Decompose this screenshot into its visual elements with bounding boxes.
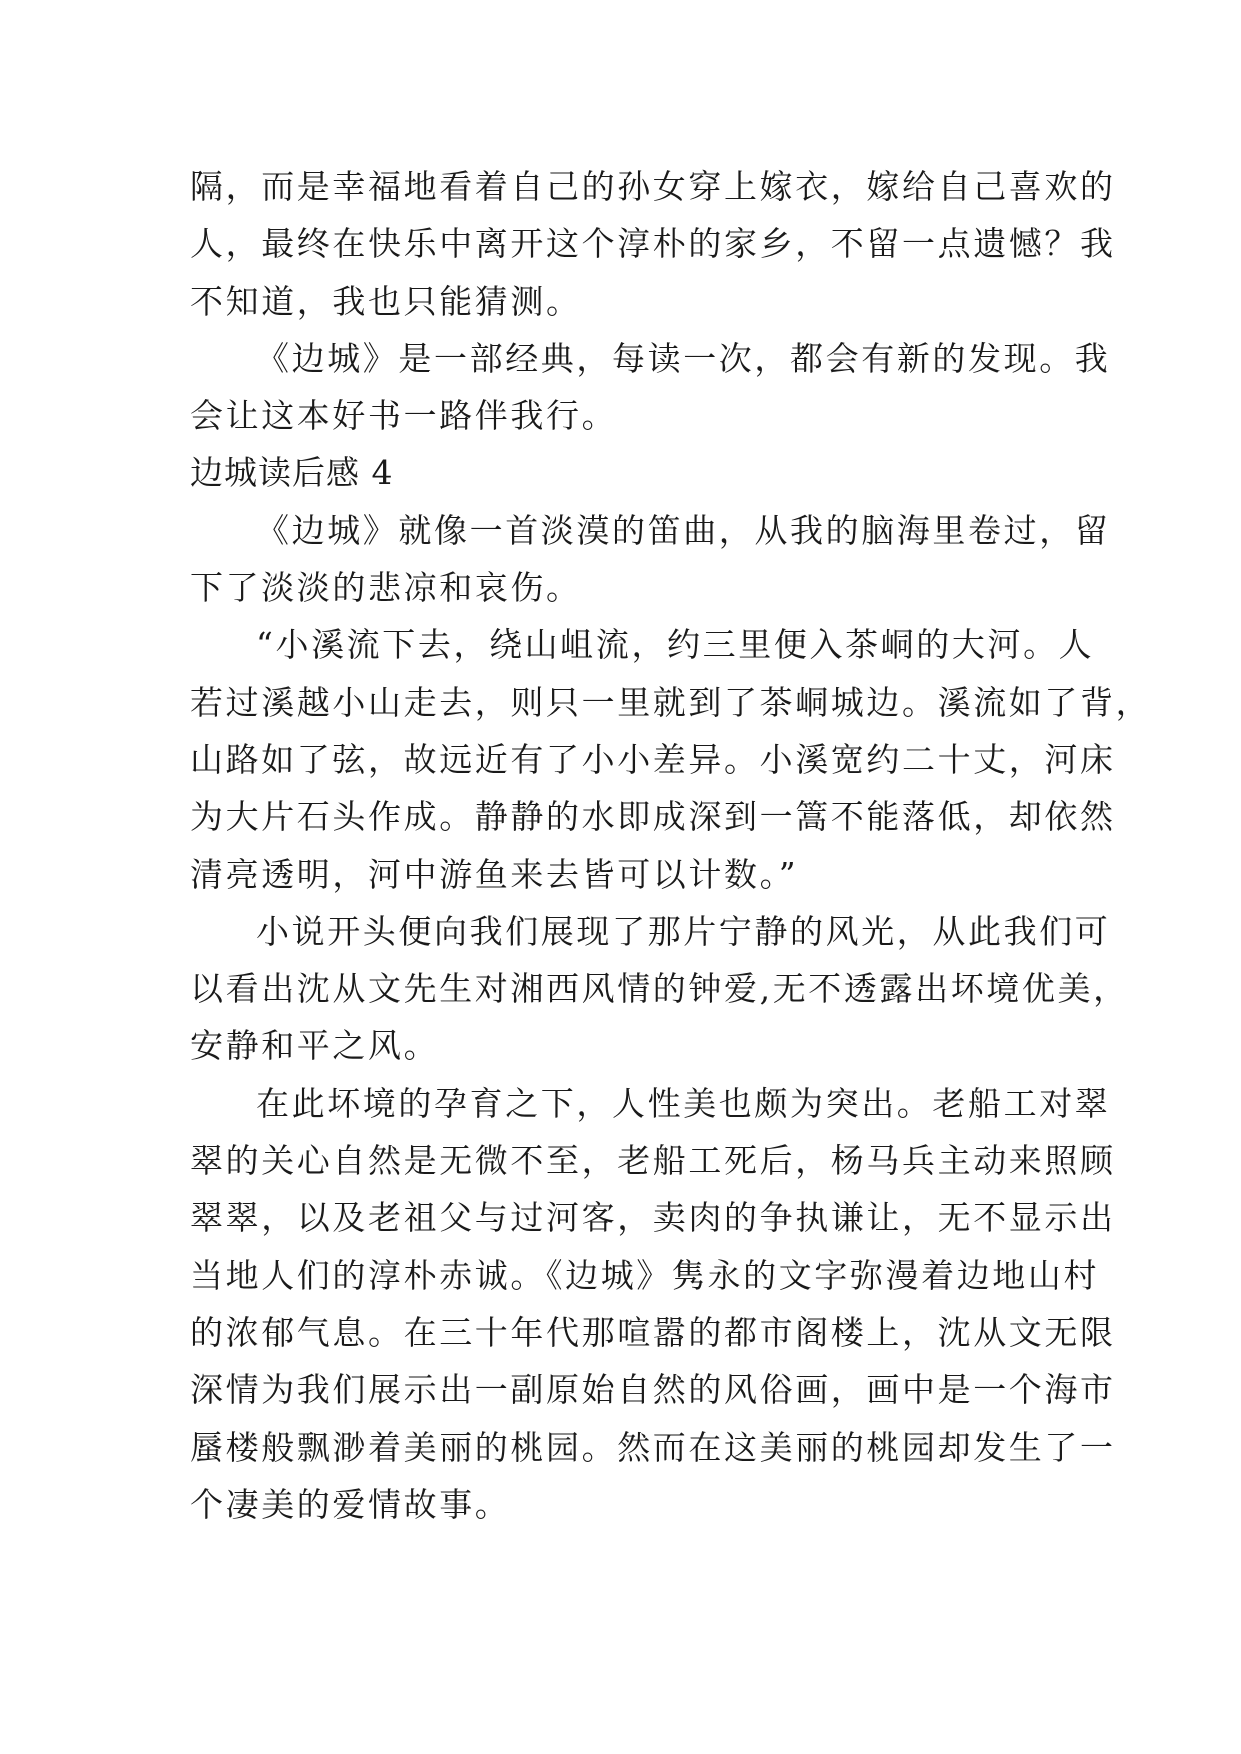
text-line: 当地人们的淳朴赤诚。《边城》隽永的文字弥漫着边地山村 bbox=[190, 1255, 1100, 1295]
quote-line: 为大片石头作成。静静的水即成深到一篙不能落低，却依然 bbox=[190, 797, 1116, 837]
text-line: 的浓郁气息。在三十年代那喧嚣的都市阁楼上，沈从文无限 bbox=[190, 1312, 1116, 1352]
text-line: 不知道，我也只能猜测。 bbox=[190, 281, 582, 321]
quote-line: 清亮透明，河中游鱼来去皆可以计数。” bbox=[190, 854, 799, 894]
paragraph-start-line: 《边城》是一部经典，每读一次，都会有新的发现。我 bbox=[256, 338, 1111, 378]
text-line: 安静和平之风。 bbox=[190, 1026, 440, 1066]
text-line: 隔，而是幸福地看着自己的孙女穿上嫁衣，嫁给自己喜欢的 bbox=[190, 167, 1116, 206]
text-line: 以看出沈从文先生对湘西风情的钟爱,无不透露出坏境优美， bbox=[190, 969, 1129, 1009]
text-line: 蜃楼般飘渺着美丽的桃园。然而在这美丽的桃园却发生了一 bbox=[190, 1427, 1116, 1467]
paragraph-start-line: 在此坏境的孕育之下，人性美也颇为突出。老船工对翠 bbox=[256, 1083, 1111, 1123]
paragraph-start-line: 《边城》就像一首淡漠的笛曲，从我的脑海里卷过，留 bbox=[256, 510, 1111, 550]
text-line: 深情为我们展示出一副原始自然的风俗画，画中是一个海市 bbox=[190, 1370, 1116, 1410]
text-line: 会让这本好书一路伴我行。 bbox=[190, 396, 618, 436]
text-line: 个凄美的爱情故事。 bbox=[190, 1484, 511, 1524]
text-line: 人，最终在快乐中离开这个淳朴的家乡，不留一点遗憾？我 bbox=[190, 224, 1116, 264]
paragraph-start-line: 小说开头便向我们展现了那片宁静的风光，从此我们可 bbox=[256, 911, 1111, 951]
quote-line: 若过溪越小山走去，则只一里就到了茶峒城边。溪流如了背， bbox=[190, 682, 1152, 722]
quote-start-line: “小溪流下去，绕山岨流，约三里便入茶峒的大河。人 bbox=[256, 625, 1095, 665]
text-line: 翠的关心自然是无微不至，老船工死后，杨马兵主动来照顾 bbox=[190, 1141, 1116, 1181]
quote-line: 山路如了弦，故远近有了小小差异。小溪宽约二十丈，河床 bbox=[190, 739, 1116, 779]
document-body bbox=[190, 158, 1152, 1533]
text-line: 翠翠，以及老祖父与过河客，卖肉的争执谦让，无不显示出 bbox=[190, 1198, 1116, 1238]
text-line: 下了淡淡的悲凉和哀伤。 bbox=[190, 568, 582, 608]
section-heading: 边城读后感 4 bbox=[190, 453, 394, 493]
